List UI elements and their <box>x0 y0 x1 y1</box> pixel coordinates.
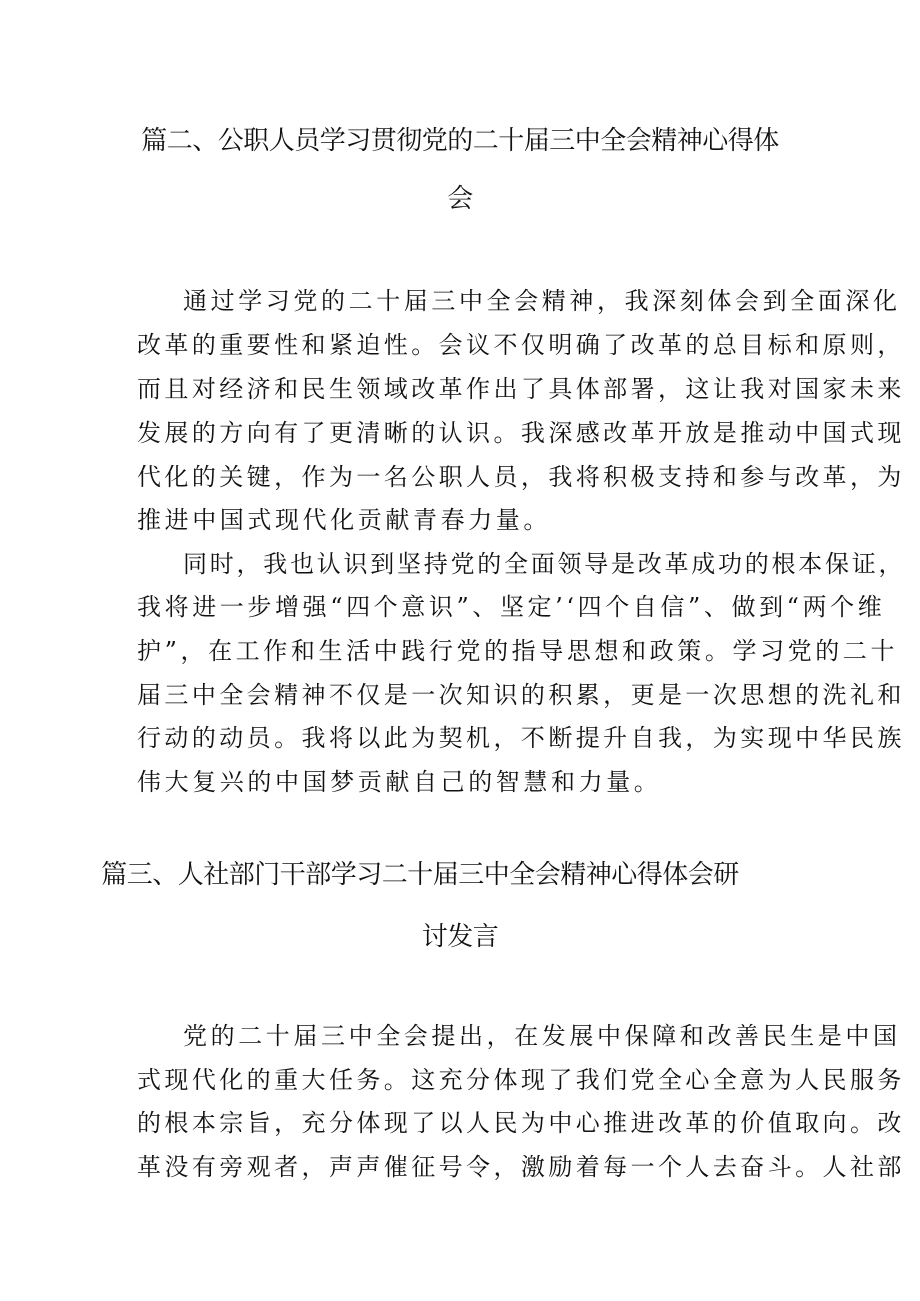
section2-para1-line1: 通过学习党的二十届三中全会精神，我深刻体会到全面深化 <box>183 287 901 315</box>
section2-title-line2: 会 <box>447 184 473 214</box>
section3-para1-line2: 式现代化的重大任务。这充分体现了我们党全心全意为人民服务 <box>137 1066 905 1094</box>
section2-para1-line5: 代化的关键，作为一名公职人员，我将积极支持和参与改革，为 <box>137 463 905 491</box>
section2-para2-line4: 届三中全会精神不仅是一次知识的积累，更是一次思想的洗礼和 <box>137 681 905 709</box>
section2-para2-line3: 护”，在工作和生活中践行党的指导思想和政策。学习党的二十 <box>137 637 899 665</box>
section3-para1-line3: 的根本宗旨，充分体现了以人民为中心推进改革的价值取向。改 <box>137 1109 905 1137</box>
section2-para2-line1: 同时，我也认识到坚持党的全面领导是改革成功的根本保证， <box>183 550 906 578</box>
section2-title-line1: 篇二、公职人员学习贯彻党的二十届三中全会精神心得体 <box>141 126 779 156</box>
section2-para2-line6: 伟大复兴的中国梦贡献自己的智慧和力量。 <box>137 768 662 796</box>
section3-title-line2: 讨发言 <box>421 922 499 952</box>
section2-para1-line2: 改革的重要性和紧迫性。会议不仅明确了改革的总目标和原则， <box>137 331 905 359</box>
section3-title-line1: 篇三、人社部门干部学习二十届三中全会精神心得体会研 <box>101 860 739 890</box>
section3-para1-line4: 革没有旁观者，声声催征号令，激励着每一个人去奋斗。人社部 <box>137 1153 905 1181</box>
section2-para1-line6: 推进中国式现代化贡献青春力量。 <box>137 506 551 534</box>
section2-para2-line5: 行动的动员。我将以此为契机，不断提升自我，为实现中华民族 <box>137 724 905 752</box>
section3-para1-line1: 党的二十届三中全会提出，在发展中保障和改善民生是中国 <box>183 1022 901 1050</box>
section2-para1-line4: 发展的方向有了更清晰的认识。我深感改革开放是推动中国式现 <box>137 419 905 447</box>
section2-para2-line2: 我将进一步增强“四个意识”、坚定’‘四个自信”、做到“两个维 <box>137 593 886 621</box>
section2-para1-line3: 而且对经济和民生领域改革作出了具体部署，这让我对国家未来 <box>137 375 905 403</box>
